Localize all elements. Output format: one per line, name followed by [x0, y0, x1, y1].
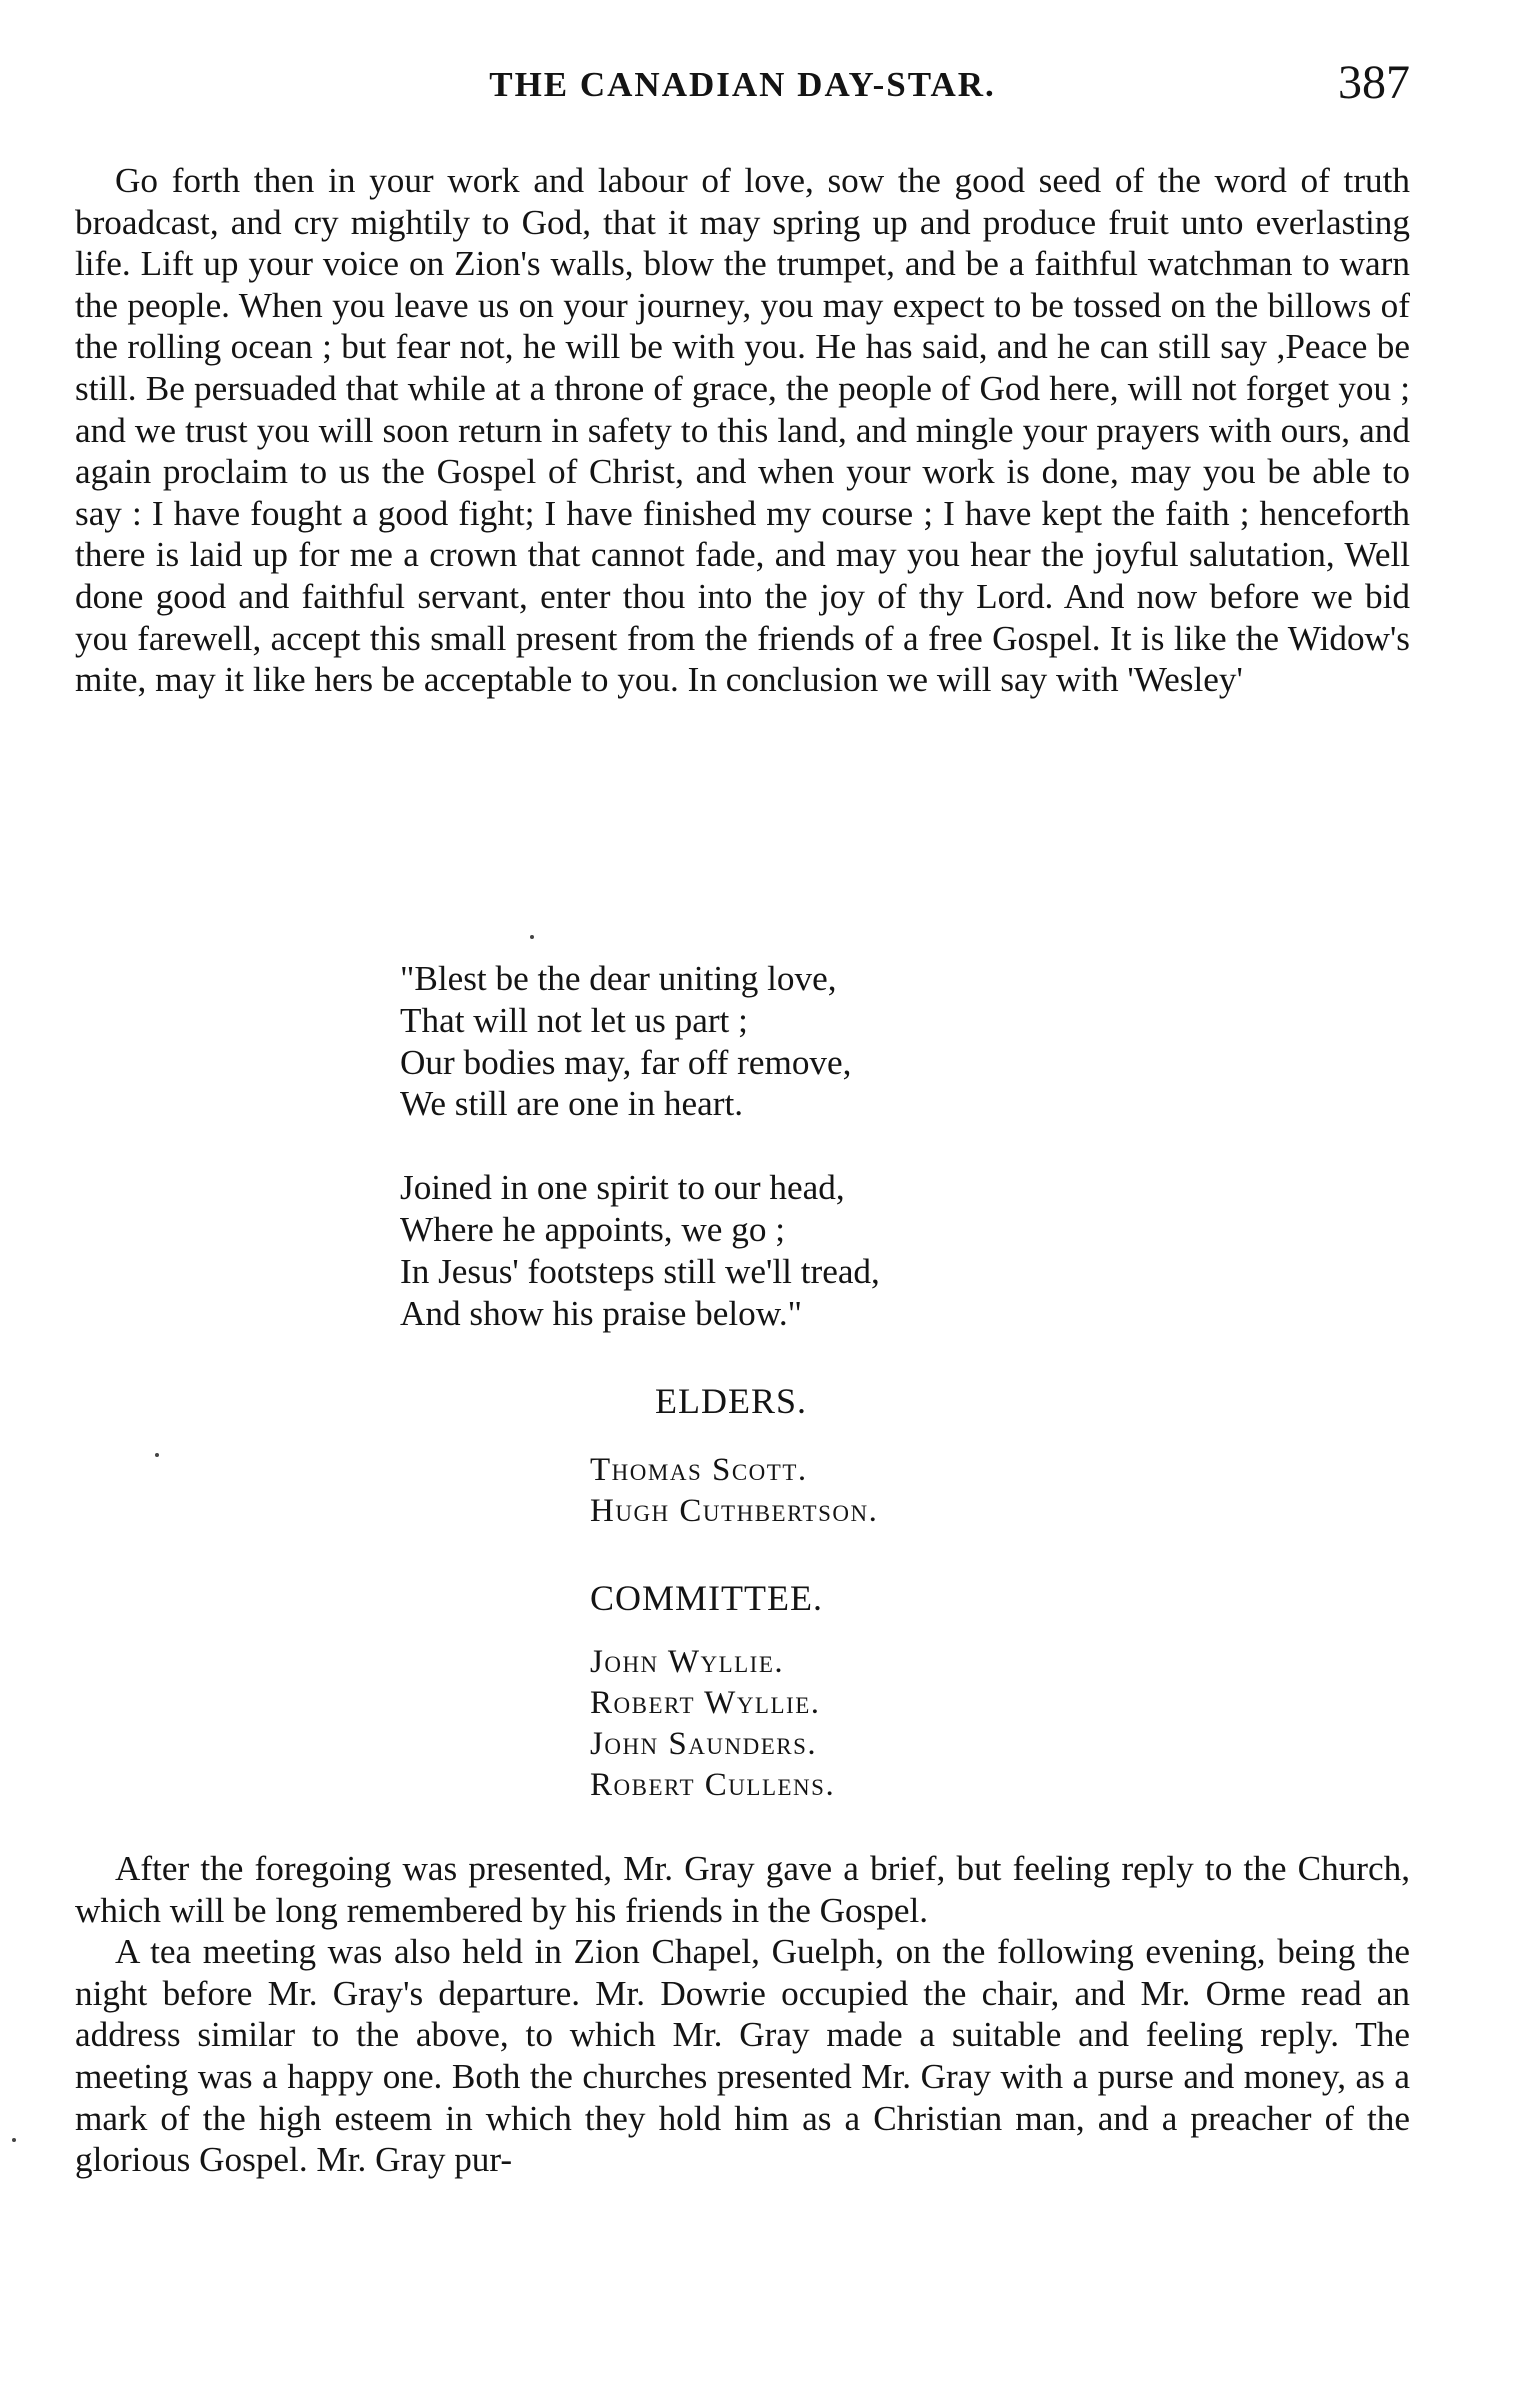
- hymn-line: Joined in one spirit to our head,: [400, 1168, 845, 1208]
- elder-signature: Thomas Scott.: [590, 1452, 808, 1488]
- committee-heading: COMMITTEE.: [590, 1578, 823, 1618]
- elders-list: [590, 1450, 878, 1532]
- committee-signature: John Saunders.: [590, 1726, 818, 1762]
- print-speck: [12, 2138, 16, 2142]
- hymn-line: That will not let us part ;: [400, 1000, 748, 1040]
- elders-heading: ELDERS.: [655, 1381, 808, 1421]
- running-head: [75, 55, 1410, 115]
- hymn-line: We still are one in heart.: [400, 1084, 744, 1124]
- committee-signature: John Wyllie.: [590, 1644, 785, 1680]
- running-title: THE CANADIAN DAY-STAR.: [489, 65, 996, 104]
- print-speck: [155, 1453, 159, 1457]
- hymn-line: And show his praise below.": [400, 1293, 803, 1333]
- hymn-line: Our bodies may, far off remove,: [400, 1042, 852, 1082]
- hymn-stanza-1: [400, 958, 880, 1125]
- committee-signature: Robert Wyllie.: [590, 1685, 821, 1721]
- hymn-line: In Jesus' footsteps still we'll tread,: [400, 1251, 880, 1291]
- committee-list: [590, 1642, 835, 1806]
- hymn-line: "Blest be the dear uniting love,: [400, 959, 837, 998]
- narrative-paragraph: After the foregoing was presented, Mr. Gray gave a brief, but feeling reply to the Church, which will be long remembered by his friends in the Gospel.: [75, 1849, 1410, 1930]
- elder-signature: Hugh Cuthbertson.: [590, 1493, 879, 1529]
- wesley-hymn: [400, 958, 880, 1334]
- page-number: 387: [1338, 56, 1410, 109]
- print-speck: [530, 935, 534, 939]
- address-text: [75, 160, 1410, 701]
- narrative-paragraph: A tea meeting was also held in Zion Chapel, Guelph, on the following evening, being the night before Mr. Gray's departure. Mr. Dowrie occupied the chair, and Mr. Orme read an address similar to the above, to which Mr. Gray made a suitable and feeling reply. The meeting was a happy one. Both the churches presented Mr. Gray with a purse and money, as a mark of the high esteem in which they hold him as a Christian man, and a preacher of the glorious Gospel. Mr. Gray pur-: [75, 1932, 1410, 2180]
- committee-signature: Robert Cullens.: [590, 1767, 836, 1803]
- address-paragraph: Go forth then in your work and labour of love, sow the good seed of the word of truth broadcast, and cry mightily to God, that it may spring up and produce fruit unto everlasting life. Lift up your voice on Zion's walls, blow the trumpet, and be a faithful watchman to warn the people. When you leave us on your journey, you may expect to be tossed on the billows of the rolling ocean ; but fear not, he will be with you. He has said, and he can still say ,Peace be still. Be persuaded that while at a throne of grace, the people of God here, will not forget you ; and we trust you will soon return in safety to this land, and mingle your prayers with ours, and again proclaim to us the Gospel of Christ, and when your work is done, may you be able to say : I have fought a good fight; I have finished my course ; I have kept the faith ; henceforth there is laid up for me a crown that cannot fade, and may you hear the joyful salutation, Well done good and faithful servant, enter thou into the joy of thy Lord. And now before we bid you farewell, accept this small present from the friends of a free Gospel. It is like the Widow's mite, may it like hers be acceptable to you. In conclusion we will say with 'Wesley': [75, 161, 1410, 700]
- hymn-stanza-2: [400, 1167, 880, 1334]
- hymn-line: Where he appoints, we go ;: [400, 1209, 785, 1249]
- narrative-text: [75, 1848, 1410, 2181]
